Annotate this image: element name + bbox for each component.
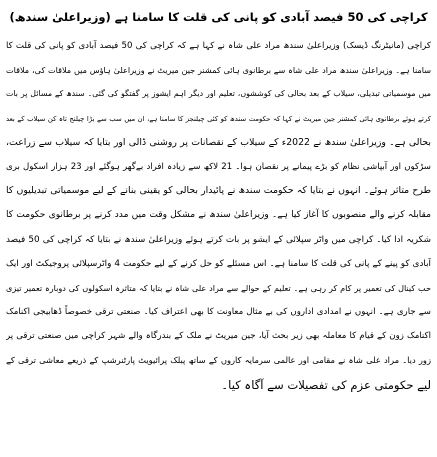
article-line: کراچی (مانیٹرنگ ڈیسک) وزیراعلیٰ سندھ مراد علی شاہ نے کہا ہے کہ کراچی کی 50 فیصد آبادی کو پانی کی قلت کا [6, 41, 431, 51]
article-body [6, 34, 431, 397]
article-line: شکریہ ادا کیا۔ کراچی میں واٹر سپلائی کے ایشو پر بات کرتے ہوئے وزیراعلیٰ سندھ نے بتایا کہ کراچی کی 50 فیصد [6, 234, 431, 245]
article-line: میں موسمیاتی تبدیلی، سیلاب کے بعد بحالی کی کوششوں، تعلیم اور دیگر اہم ایشوز پر گفتگو کی گئی۔ سندھ کے مسائل پر بات [6, 89, 431, 99]
article-line: سامنا ہے۔ وزیراعلیٰ سندھ مراد علی شاہ سے برطانوی ہائی کمشنر جین میریٹ نے وزیراعلیٰ ہاؤس میں ملاقات کی، ملاقات [6, 65, 431, 76]
article-line: مقابلہ کرنے والے منصوبوں کا آغاز کیا ہے۔ وزیراعلیٰ سندھ نے مشکل وقت میں مدد کرنے پر برطانوی حکومت کا [6, 210, 431, 221]
article-line: سڑکوں اور آبپاشی نظام کو بڑے پیمانے پر نقصان ہوا۔ 21 لاکھ سے زیادہ افراد بےگھر ہوگئے اور 23 ہزار اسکول بری [6, 161, 431, 172]
article-line: بحالی ہے۔ وزیراعلیٰ سندھ نے 2022ء کے سیلاب کے نقصانات پر روشنی ڈالی اور بتایا کہ سیلاب سے زراعت، [6, 136, 431, 148]
article-line: سے جاری ہے۔ انہوں نے امدادی اداروں کی بے مثال معاونت کا بھی اعتراف کیا۔ صنعتی ترقی خصوصاً ڈھابیجی اکنامک [6, 307, 431, 318]
article-line: کرتے ہوئے برطانوی ہائی کمشنر جین میریٹ نے کہا کہ حکومت سندھ کو کئی چیلنجز کا سامنا ہے، ان میں سب سے بڑا چیلنج تاہ کن سیلاب کے بعد [6, 114, 431, 123]
article-line: اکنامک زون کے قیام کا معاملہ بھی زیر بحث آیا، جین میریٹ نے ملک کے بندرگاہ والے شہر کراچی میں صنعتی ترقی پر [6, 331, 431, 342]
article-line: طرح متاثر ہوئے۔ انہوں نے بتایا کہ حکومت سندھ نے پائیدار بحالی کو یقینی بنانے کے لیے موسمیاتی تبدیلیوں کا [6, 185, 431, 197]
article-line: آبادی کو پینے کے پانی کی قلت کا سامنا ہے۔ اس مسئلے کو حل کرنے کے لیے حکومت 4 واٹرسپلائی پروجیکٹ اور ایک [6, 258, 431, 269]
article-line: زور دیا۔ مراد علی شاہ نے مقامی اور عالمی سرمایہ کاروں کے ساتھ پبلک پرائیویٹ پارٹنرشپ کے ذریعے معاشی ترقی کے [6, 355, 431, 366]
article-line: لیے حکومتی عزم کی تفصیلات سے آگاہ کیا۔ [221, 377, 431, 392]
article-line: حب کینال کی تعمیر پر کام کر رہی ہے۔ تعلیم کے حوالے سے مراد علی شاہ نے بتایا کہ متاثرہ اسکولوں کی دوبارہ تعمیر تیزی [6, 282, 431, 293]
headline: کراچی کی 50 فیصد آبادی کو پانی کی قلت کا سامنا ہے (وزیراعلیٰ سندھ) [9, 10, 428, 24]
